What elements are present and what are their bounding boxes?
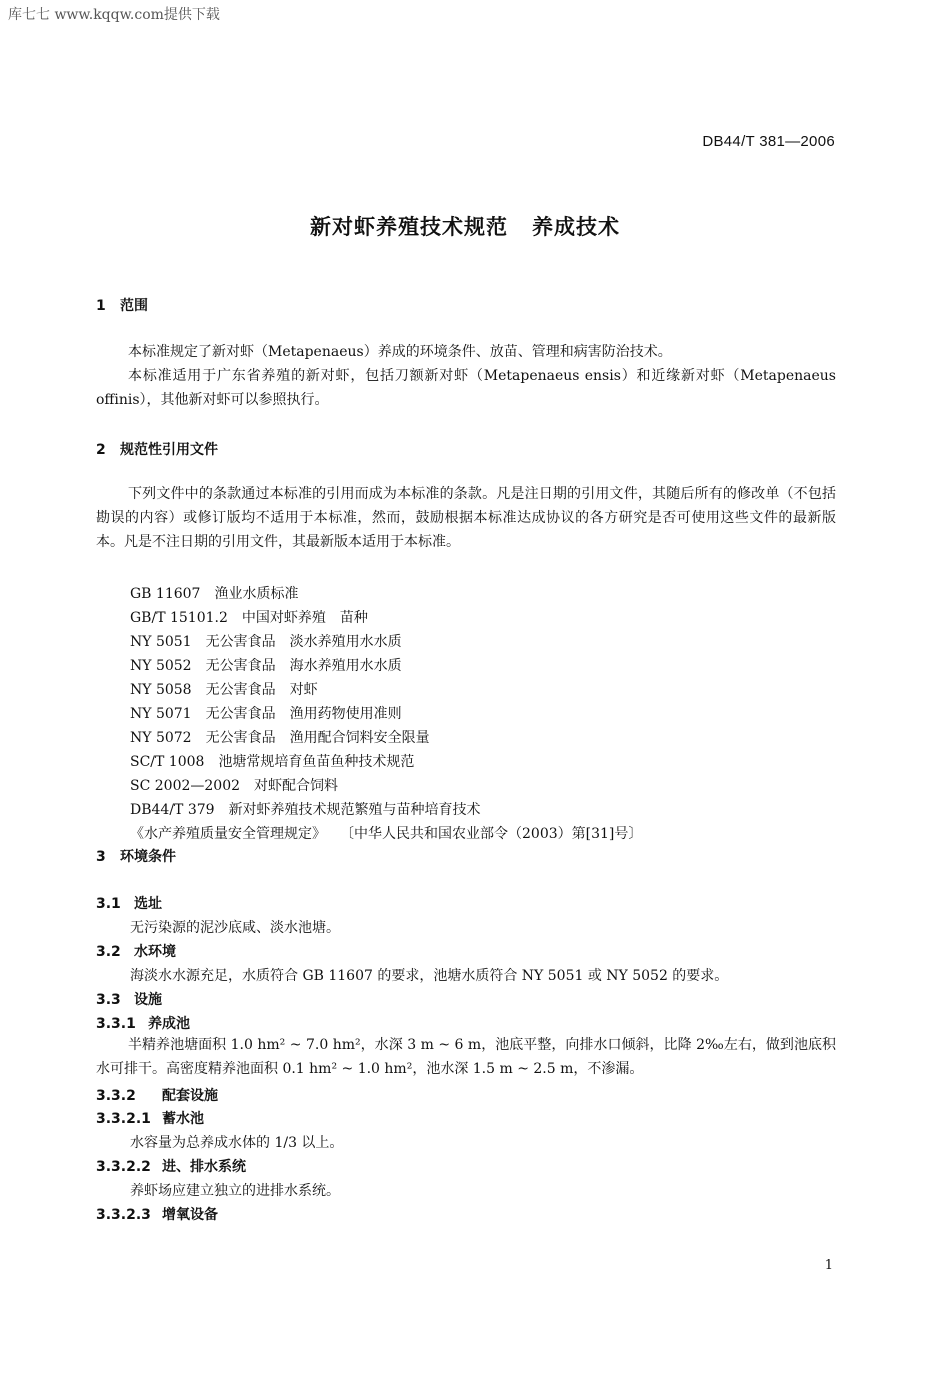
- reference-code: GB 11607: [130, 586, 201, 602]
- section-title: 规范性引用文件: [120, 442, 218, 458]
- reference-code: NY 5052: [130, 658, 192, 674]
- subsection-title: 增氧设备: [162, 1207, 218, 1223]
- water-environment-text: 海淡水水源充足，水质符合 GB 11607 的要求，池塘水质符合 NY 5051 或 NY 5052 的要求。: [130, 968, 729, 984]
- reference-code: NY 5072: [130, 730, 192, 746]
- subsection-number: 3.3.2: [96, 1088, 136, 1104]
- reference-code: GB/T 15101.2: [130, 610, 228, 626]
- subsection-number: 3.3.2.1: [96, 1111, 151, 1127]
- scope-paragraph-1: 本标准规定了新对虾（Metapenaeus）养成的环境条件、放苗、管理和病害防治技术。: [128, 344, 672, 360]
- reference-item: [130, 799, 481, 819]
- reference-title: 中国对虾养殖 苗种: [241, 610, 368, 626]
- subsection-3-3-1-heading: [96, 1013, 190, 1033]
- standard-number: DB44/T 381—2006: [702, 133, 835, 150]
- reference-title: 无公害食品 对虾: [205, 682, 318, 698]
- reference-code: SC/T 1008: [130, 754, 205, 770]
- reference-item: [130, 607, 368, 627]
- subsection-3-3-heading: [96, 989, 162, 1009]
- site-selection-text: 无污染源的泥沙底咸、淡水池塘。: [130, 920, 340, 936]
- subsection-title: 养成池: [148, 1016, 190, 1032]
- subsection-3-3-2-3-heading: [96, 1204, 218, 1224]
- reference-item: [130, 655, 402, 675]
- reference-item: [130, 583, 298, 603]
- reference-code: NY 5071: [130, 706, 192, 722]
- subsection-title: 进、排水系统: [162, 1159, 246, 1175]
- subsection-number: 3.3.2.3: [96, 1207, 151, 1223]
- reference-code: NY 5058: [130, 682, 192, 698]
- scope-paragraph-2: 本标准适用于广东省养殖的新对虾，包括刀额新对虾（Metapenaeus ensis）和近缘新对虾（Metapenaeus offinis），其他新对虾可以参照执行。: [96, 368, 836, 408]
- section-3-heading: [96, 846, 176, 866]
- section-number: 2: [96, 442, 106, 458]
- subsection-3-1-heading: [96, 893, 162, 913]
- reference-title: 无公害食品 海水养殖用水水质: [205, 658, 402, 674]
- subsection-number: 3.3.1: [96, 1016, 136, 1032]
- subsection-title: 配套设施: [162, 1088, 218, 1104]
- subsection-3-3-2-2-heading: [96, 1156, 246, 1176]
- normative-references-intro: 下列文件中的条款通过本标准的引用而成为本标准的条款。凡是注日期的引用文件，其随后所有的修改单（不包括勘误的内容）或修订版均不适用于本标准，然而，鼓励根据本标准达成协议的各方研究是否可使用这些文件的最新版本。凡是不注日期的引用文件，其最新版本适用于本标准。: [96, 486, 836, 550]
- reference-code: DB44/T 379: [130, 802, 215, 818]
- reference-title: 无公害食品 淡水养殖用水水质: [205, 634, 402, 650]
- subsection-3-3-2-heading: [96, 1085, 218, 1105]
- reference-item: [130, 703, 402, 723]
- reference-code: SC 2002—2002: [130, 778, 241, 794]
- reference-item: [130, 823, 642, 843]
- subsection-title: 设施: [134, 992, 162, 1008]
- document-title: [0, 211, 930, 241]
- reference-title: 〔中华人民共和国农业部令（2003）第[31]号〕: [340, 826, 643, 842]
- reference-item: [130, 679, 318, 699]
- subsection-title: 蓄水池: [162, 1111, 204, 1127]
- section-number: 3: [96, 849, 106, 865]
- reference-title: 池塘常规培育鱼苗鱼种技术规范: [218, 754, 415, 770]
- reference-title: 新对虾养殖技术规范繁殖与苗种培育技术: [228, 802, 481, 818]
- reference-title: 无公害食品 渔用配合饲料安全限量: [205, 730, 430, 746]
- subsection-number: 3.2: [96, 944, 121, 960]
- reference-code: NY 5051: [130, 634, 192, 650]
- reservoir-text: 水容量为总养成水体的 1/3 以上。: [130, 1135, 344, 1151]
- page-number: 1: [824, 1258, 833, 1273]
- subsection-number: 3.3.2.2: [96, 1159, 151, 1175]
- reference-item: [130, 775, 338, 795]
- subsection-3-3-2-1-heading: [96, 1108, 204, 1128]
- reference-code: 《水产养殖质量安全管理规定》: [130, 826, 326, 842]
- reference-item: [130, 631, 402, 651]
- subsection-title: 水环境: [134, 944, 176, 960]
- subsection-3-2-heading: [96, 941, 176, 961]
- watermark: 库七七 www.kqqw.com提供下载: [8, 7, 220, 23]
- subsection-title: 选址: [134, 896, 162, 912]
- drainage-system-text: 养虾场应建立独立的进排水系统。: [130, 1183, 340, 1199]
- title-sub: 养成技术: [532, 215, 620, 239]
- grow-out-pond-text: 半精养池塘面积 1.0 hm² ~ 7.0 hm²，水深 3 m ~ 6 m，池底平整，向排水口倾斜，比降 2‰左右，做到池底积水可排干。高密度精养池面积 0.1 hm² ~ 1.0 hm²，池水深 1.5 m ~ 2.5 m，不渗漏。: [96, 1037, 836, 1077]
- title-main: 新对虾养殖技术规范: [310, 215, 508, 239]
- reference-title: 无公害食品 渔用药物使用准则: [205, 706, 402, 722]
- reference-item: [130, 751, 414, 771]
- subsection-number: 3.3: [96, 992, 121, 1008]
- section-title: 范围: [120, 298, 148, 314]
- subsection-number: 3.1: [96, 896, 121, 912]
- reference-title: 渔业水质标准: [214, 586, 299, 602]
- section-number: 1: [96, 298, 106, 314]
- reference-title: 对虾配合饲料: [254, 778, 339, 794]
- section-title: 环境条件: [120, 849, 176, 865]
- section-2-heading: [96, 439, 218, 459]
- reference-item: [130, 727, 430, 747]
- section-1-heading: [96, 295, 148, 315]
